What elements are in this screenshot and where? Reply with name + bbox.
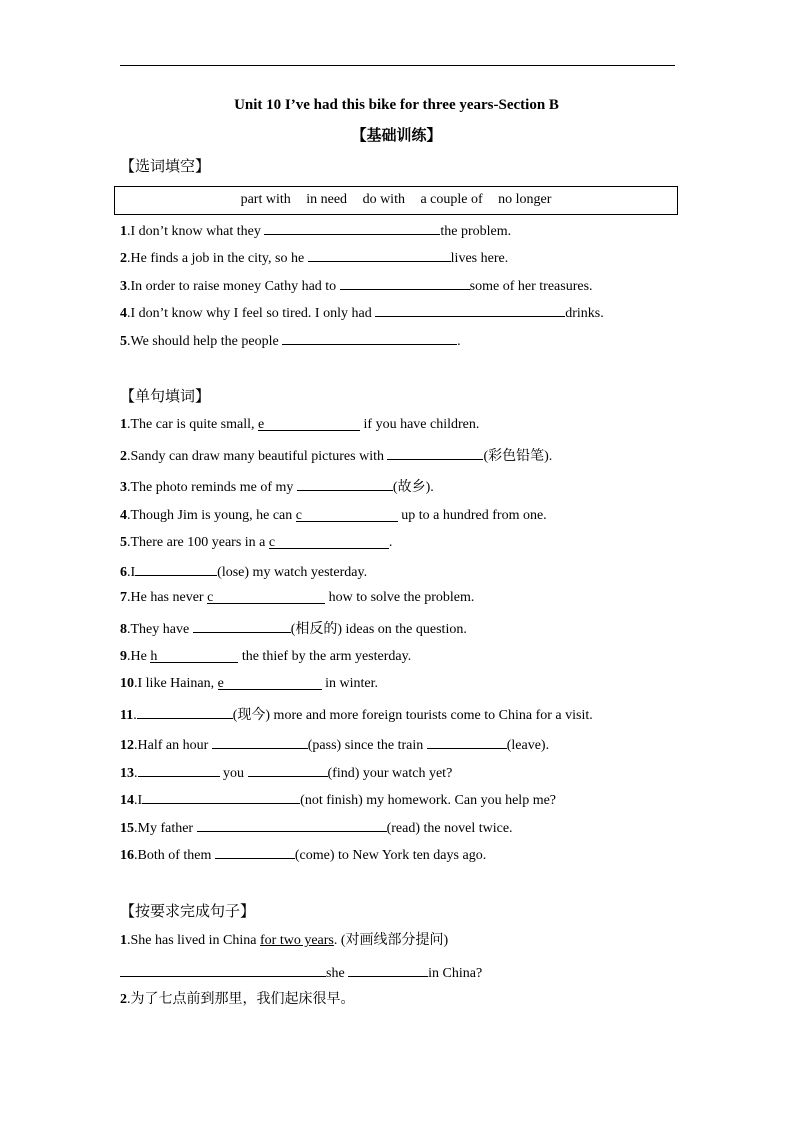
answer-blank[interactable] [282, 330, 457, 345]
answer-blank[interactable] [135, 561, 217, 576]
question-line: 10.I like Hainan, e in winter. [120, 676, 378, 691]
question-line: 2.He finds a job in the city, so he lives here. [120, 247, 508, 268]
answer-blank[interactable]: c [296, 507, 398, 522]
word-box [114, 186, 678, 215]
word-box-item: no longer [498, 192, 552, 207]
answer-blank[interactable] [264, 220, 440, 235]
answer-blank[interactable] [215, 844, 295, 859]
answer-blank[interactable] [308, 247, 451, 262]
question-line: 5.There are 100 years in a c . [120, 535, 393, 550]
word-box-item: part with [240, 192, 291, 207]
answer-blank[interactable] [387, 445, 483, 460]
question-line: 12.Half an hour (pass) since the train (leave). [120, 734, 549, 755]
question-line: 15.My father (read) the novel twice. [120, 817, 513, 838]
answer-blank[interactable]: e [258, 416, 360, 431]
question-line: 5.We should help the people . [120, 330, 461, 351]
question-line: 3.In order to raise money Cathy had to some of her treasures. [120, 275, 593, 296]
answer-blank[interactable] [427, 734, 507, 749]
answer-blank[interactable]: c [207, 589, 325, 604]
question-line: 9.He h the thief by the arm yesterday. [120, 649, 412, 664]
page-subtitle: 【基础训练】 [351, 128, 442, 144]
page-title: Unit 10 I’ve had this bike for three years-Section B [234, 97, 559, 113]
answer-blank[interactable] [142, 789, 300, 804]
question-line: 1.The car is quite small, e if you have children. [120, 417, 480, 432]
question-line: 11. (现今) more and more foreign tourists come to China for a visit. [120, 704, 593, 725]
question-line: 8.They have (相反的) ideas on the question. [120, 618, 467, 639]
underlined-phrase: for two years [260, 933, 334, 948]
question-line: 2.为了七点前到那里，我们起床很早。 [120, 992, 355, 1007]
question-line: 1.I don’t know what they the problem. [120, 220, 511, 241]
word-box-item: in need [306, 192, 348, 207]
answer-blank[interactable] [138, 762, 220, 777]
word-box-item: a couple of [420, 192, 483, 207]
answer-blank[interactable] [340, 275, 470, 290]
answer-blank[interactable] [193, 618, 291, 633]
answer-blank[interactable]: h [150, 648, 238, 663]
answer-blank[interactable] [375, 302, 565, 317]
answer-blank[interactable] [120, 962, 326, 977]
section-heading-word-choice: 【选词填空】 [120, 159, 211, 175]
answer-blank[interactable] [212, 734, 308, 749]
header-rule [120, 65, 675, 66]
question-line: 1.She has lived in China for two years. (对画线部分提问) [120, 933, 449, 948]
answer-blank[interactable] [248, 762, 328, 777]
question-line: 6.I (lose) my watch yesterday. [120, 561, 367, 582]
question-line: 4.I don’t know why I feel so tired. I only had drinks. [120, 302, 604, 323]
answer-blank[interactable]: c [269, 534, 389, 549]
word-box-item: do with [362, 192, 405, 207]
question-line: 2.Sandy can draw many beautiful pictures with (彩色铅笔). [120, 445, 552, 466]
question-line: 16.Both of them (come) to New York ten days ago. [120, 844, 486, 865]
question-line: 7.He has never c how to solve the problem. [120, 590, 475, 605]
question-line: 4.Though Jim is young, he can c up to a hundred from one. [120, 508, 547, 523]
question-line: 14.I (not finish) my homework. Can you help me? [120, 789, 556, 810]
answer-blank[interactable] [137, 704, 233, 719]
answer-blank[interactable] [348, 962, 428, 977]
section-heading-single-word: 【单句填词】 [120, 389, 211, 405]
question-line: 13. you (find) your watch yet? [120, 762, 452, 783]
answer-blank[interactable]: e [218, 675, 322, 690]
answer-line: she in China? [120, 962, 482, 983]
answer-blank[interactable] [197, 817, 387, 832]
section-heading-complete-sentences: 【按要求完成句子】 [120, 904, 256, 920]
question-line: 3.The photo reminds me of my (故乡). [120, 476, 434, 497]
answer-blank[interactable] [297, 476, 393, 491]
